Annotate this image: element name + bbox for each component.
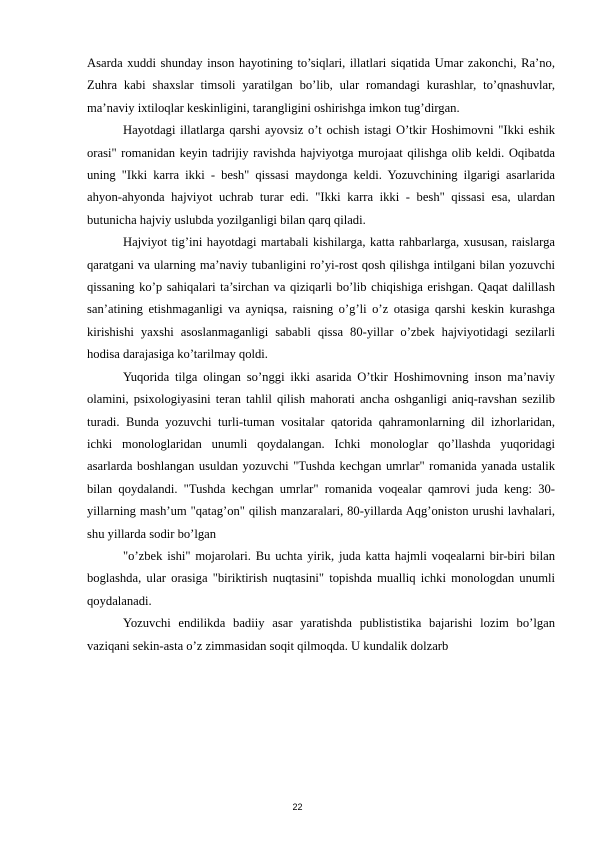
paragraph-2: Hayotdagi illatlarga qarshi ayovsiz o’t ochish istagi O’tkir Hoshimovni "Ikki eshik orasi" romanidan keyin tadrijiy ravishda hajviyotga murojaat qilishga olib keldi. Oqibatda uning "Ikki karra ikki - besh" qissasi maydonga keldi. Yozuvchining ilgarigi asarlarida ahyon-ahyonda hajviyot uchrab turar edi. "Ikki karra ikki - besh" qissasi esa, ulardan butunicha hajviy uslubda yozilganligi bilan qarq qiladi. [87, 123, 555, 227]
paragraph-3: Hajviyot tig’ini hayotdagi martabali kishilarga, katta rahbarlarga, xususan, raislarga qaratgani va ularning ma’naviy tubanligini ro’yi-rost qosh qilishga intilgani bilan yozuvchi qissaning ko’p sahiqalari ta’sirchan va qiziqarli bo’lib chiqishiga erishgan. Qaqat dalillash san’atining etishmaganligi va ayniqsa, raisning o’g’li o’z otasiga qarshi keskin kurashga kirishishi yaxshi asoslanmaganligi sababli qissa 80-yillar o’zbek hajviyotidagi sezilarli hodisa darajasiga ko’tarilmay qoldi. [87, 235, 555, 362]
document-body [87, 52, 555, 657]
page-number: 22 [292, 802, 303, 812]
paragraph-5: "o’zbek ishi" mojarolari. Bu uchta yirik, juda katta hajmli voqealarni bir-biri bilan boglashda, ular orasiga "biriktirish nuqtasini" topishda mualliq ichki monologdan unumli qoydalanadi. [87, 548, 555, 608]
paragraph-1: Asarda xuddi shunday inson hayotining to’siqlari, illatlari siqatida Umar zakonchi, Ra’no, Zuhra kabi shaxslar timsoli yaratilgan bo’lib, ular romandagi kurashlar, to’qnashuvlar, ma’naviy ixtiloqlar keskinligini, tarangligini oshirishga imkon tug’dirgan. [87, 56, 555, 115]
paragraph-4: Yuqorida tilga olingan so’nggi ikki asarida O’tkir Hoshimovning inson ma’naviy olamini, psixologiyasini teran tahlil qilish mahorati ancha oshganligi aniq-ravshan sezilib turadi. Bunda yozuvchi turli-tuman vositalar qatorida qahramonlarning dil izhorlaridan, ichki monologlaridan unumli qoydalangan. Ichki monologlar qo’llashda yuqoridagi asarlarda boshlangan usuldan yozuvchi "Tushda kechgan umrlar" romanida yanada ustalik bilan qoydalandi. "Tushda kechgan umrlar" romanida voqealar qamrovi juda keng: 30-yillarning mash’um "qatag’on" qilish manzaralari, 80-yillarda Aqg’oniston urushi lavhalari, shu yillarda sodir bo’lgan [87, 369, 555, 541]
paragraph-6: Yozuvchi endilikda badiiy asar yaratishda publististika bajarishi lozim bo’lgan vaziqani sekin-asta o’z zimmasidan soqit qilmoqda. U kundalik dolzarb [87, 616, 555, 653]
